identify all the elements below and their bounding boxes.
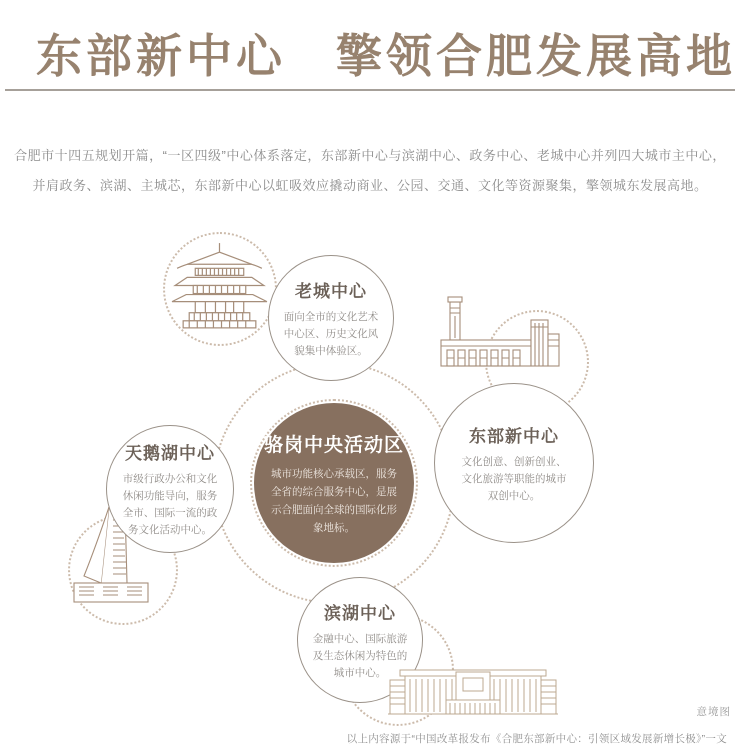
node-title-laocheng: 老城中心 <box>295 281 367 301</box>
center-title: 骆岗中央活动区 <box>263 434 404 456</box>
intro-paragraph <box>0 141 740 201</box>
node-circle-laocheng <box>268 255 394 381</box>
node-desc-laocheng: 面向全市的文化艺术中心区、历史文化风貌集中体验区。 <box>283 310 379 357</box>
convention-center-icon <box>388 664 558 726</box>
page-title: 东部新中心 擎领合肥发展高地 <box>36 30 736 82</box>
center-circle-luogang <box>254 403 414 563</box>
intro-line-1: 合肥市十四五规划开篇，“一区四级”中心体系落定，东部新中心与滨湖中心、政务中心、老城中心并列四大城市主中心， <box>14 148 726 163</box>
node-title-tianehu: 天鹅湖中心 <box>125 444 215 463</box>
source-note: 以上内容源于“中国改革报发布《合肥东部新中心：引领区域发展新增长极》”一文 <box>346 733 727 745</box>
rendering-caption: 意境图 <box>696 706 731 718</box>
factory-icon <box>437 294 562 369</box>
node-circle-tianehu <box>106 425 234 553</box>
title-divider <box>5 89 735 91</box>
node-desc-binhu: 金融中心、国际旅游及生态休闲为特色的城市中心。 <box>312 632 408 679</box>
node-title-binhu: 滨湖中心 <box>324 603 396 623</box>
node-desc-tianehu: 市级行政办公和文化休闲功能导向，服务全市、国际一流的政务文化活动中心。 <box>122 473 218 536</box>
node-desc-dongbu: 文化创意、创新创业、文化旅游等职能的城市双创中心。 <box>461 455 567 502</box>
pagoda-icon <box>167 240 273 336</box>
node-title-dongbu: 东部新中心 <box>469 426 559 446</box>
node-circle-dongbu <box>434 383 594 543</box>
intro-line-2: 并肩政务、滨湖、主城芯，东部新中心以虹吸效应撬动商业、公园、交通、文化等资源聚集，擎领城东发展高地。 <box>32 178 708 193</box>
center-desc: 城市功能核心承载区，服务全省的综合服务中心，是展示合肥面向全球的国际化形象地标。 <box>271 467 397 534</box>
